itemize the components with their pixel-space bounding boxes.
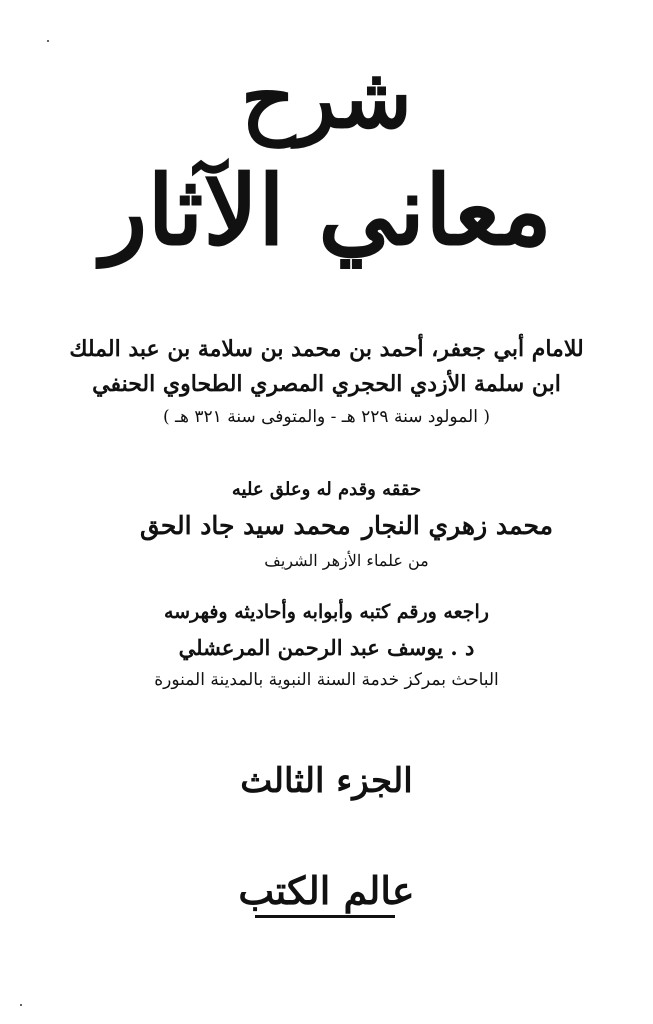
publisher-name: عالم الكتب: [238, 868, 415, 913]
author-name-line-1: للامام أبي جعفر، أحمد بن محمد بن سلامة بن عبد الملك: [69, 336, 584, 362]
editor-name-right: محمد زهري النجار: [361, 511, 553, 540]
author-name-line-2: ابن سلمة الأزدي الحجري المصري الطحاوي الحنفي: [92, 371, 561, 397]
reviewer-intro: راجعه ورقم كتبه وأبوابه وأحاديثه وفهرسه: [164, 601, 489, 623]
scan-speck: [20, 1004, 22, 1006]
book-title-line-1: شرح: [241, 48, 412, 147]
reviewer-affiliation: الباحث بمركز خدمة السنة النبوية بالمدينة المنورة: [154, 670, 499, 690]
editor-name-left: محمد سيد جاد الحق: [140, 511, 351, 540]
scan-speck: [47, 40, 49, 42]
author-dates: ( المولود سنة ٢٢٩ هـ - والمتوفى سنة ٣٢١ هـ ): [163, 407, 490, 427]
book-title-line-2: معاني الآثار: [101, 154, 552, 267]
editors-intro: حققه وقدم له وعلق عليه: [231, 479, 422, 500]
publisher-underline: [255, 915, 395, 918]
editors-affiliation: من علماء الأزهر الشريف: [264, 551, 429, 570]
reviewer-name: د . يوسف عبد الرحمن المرعشلي: [178, 635, 475, 660]
volume-label: الجزء الثالث: [240, 761, 413, 801]
